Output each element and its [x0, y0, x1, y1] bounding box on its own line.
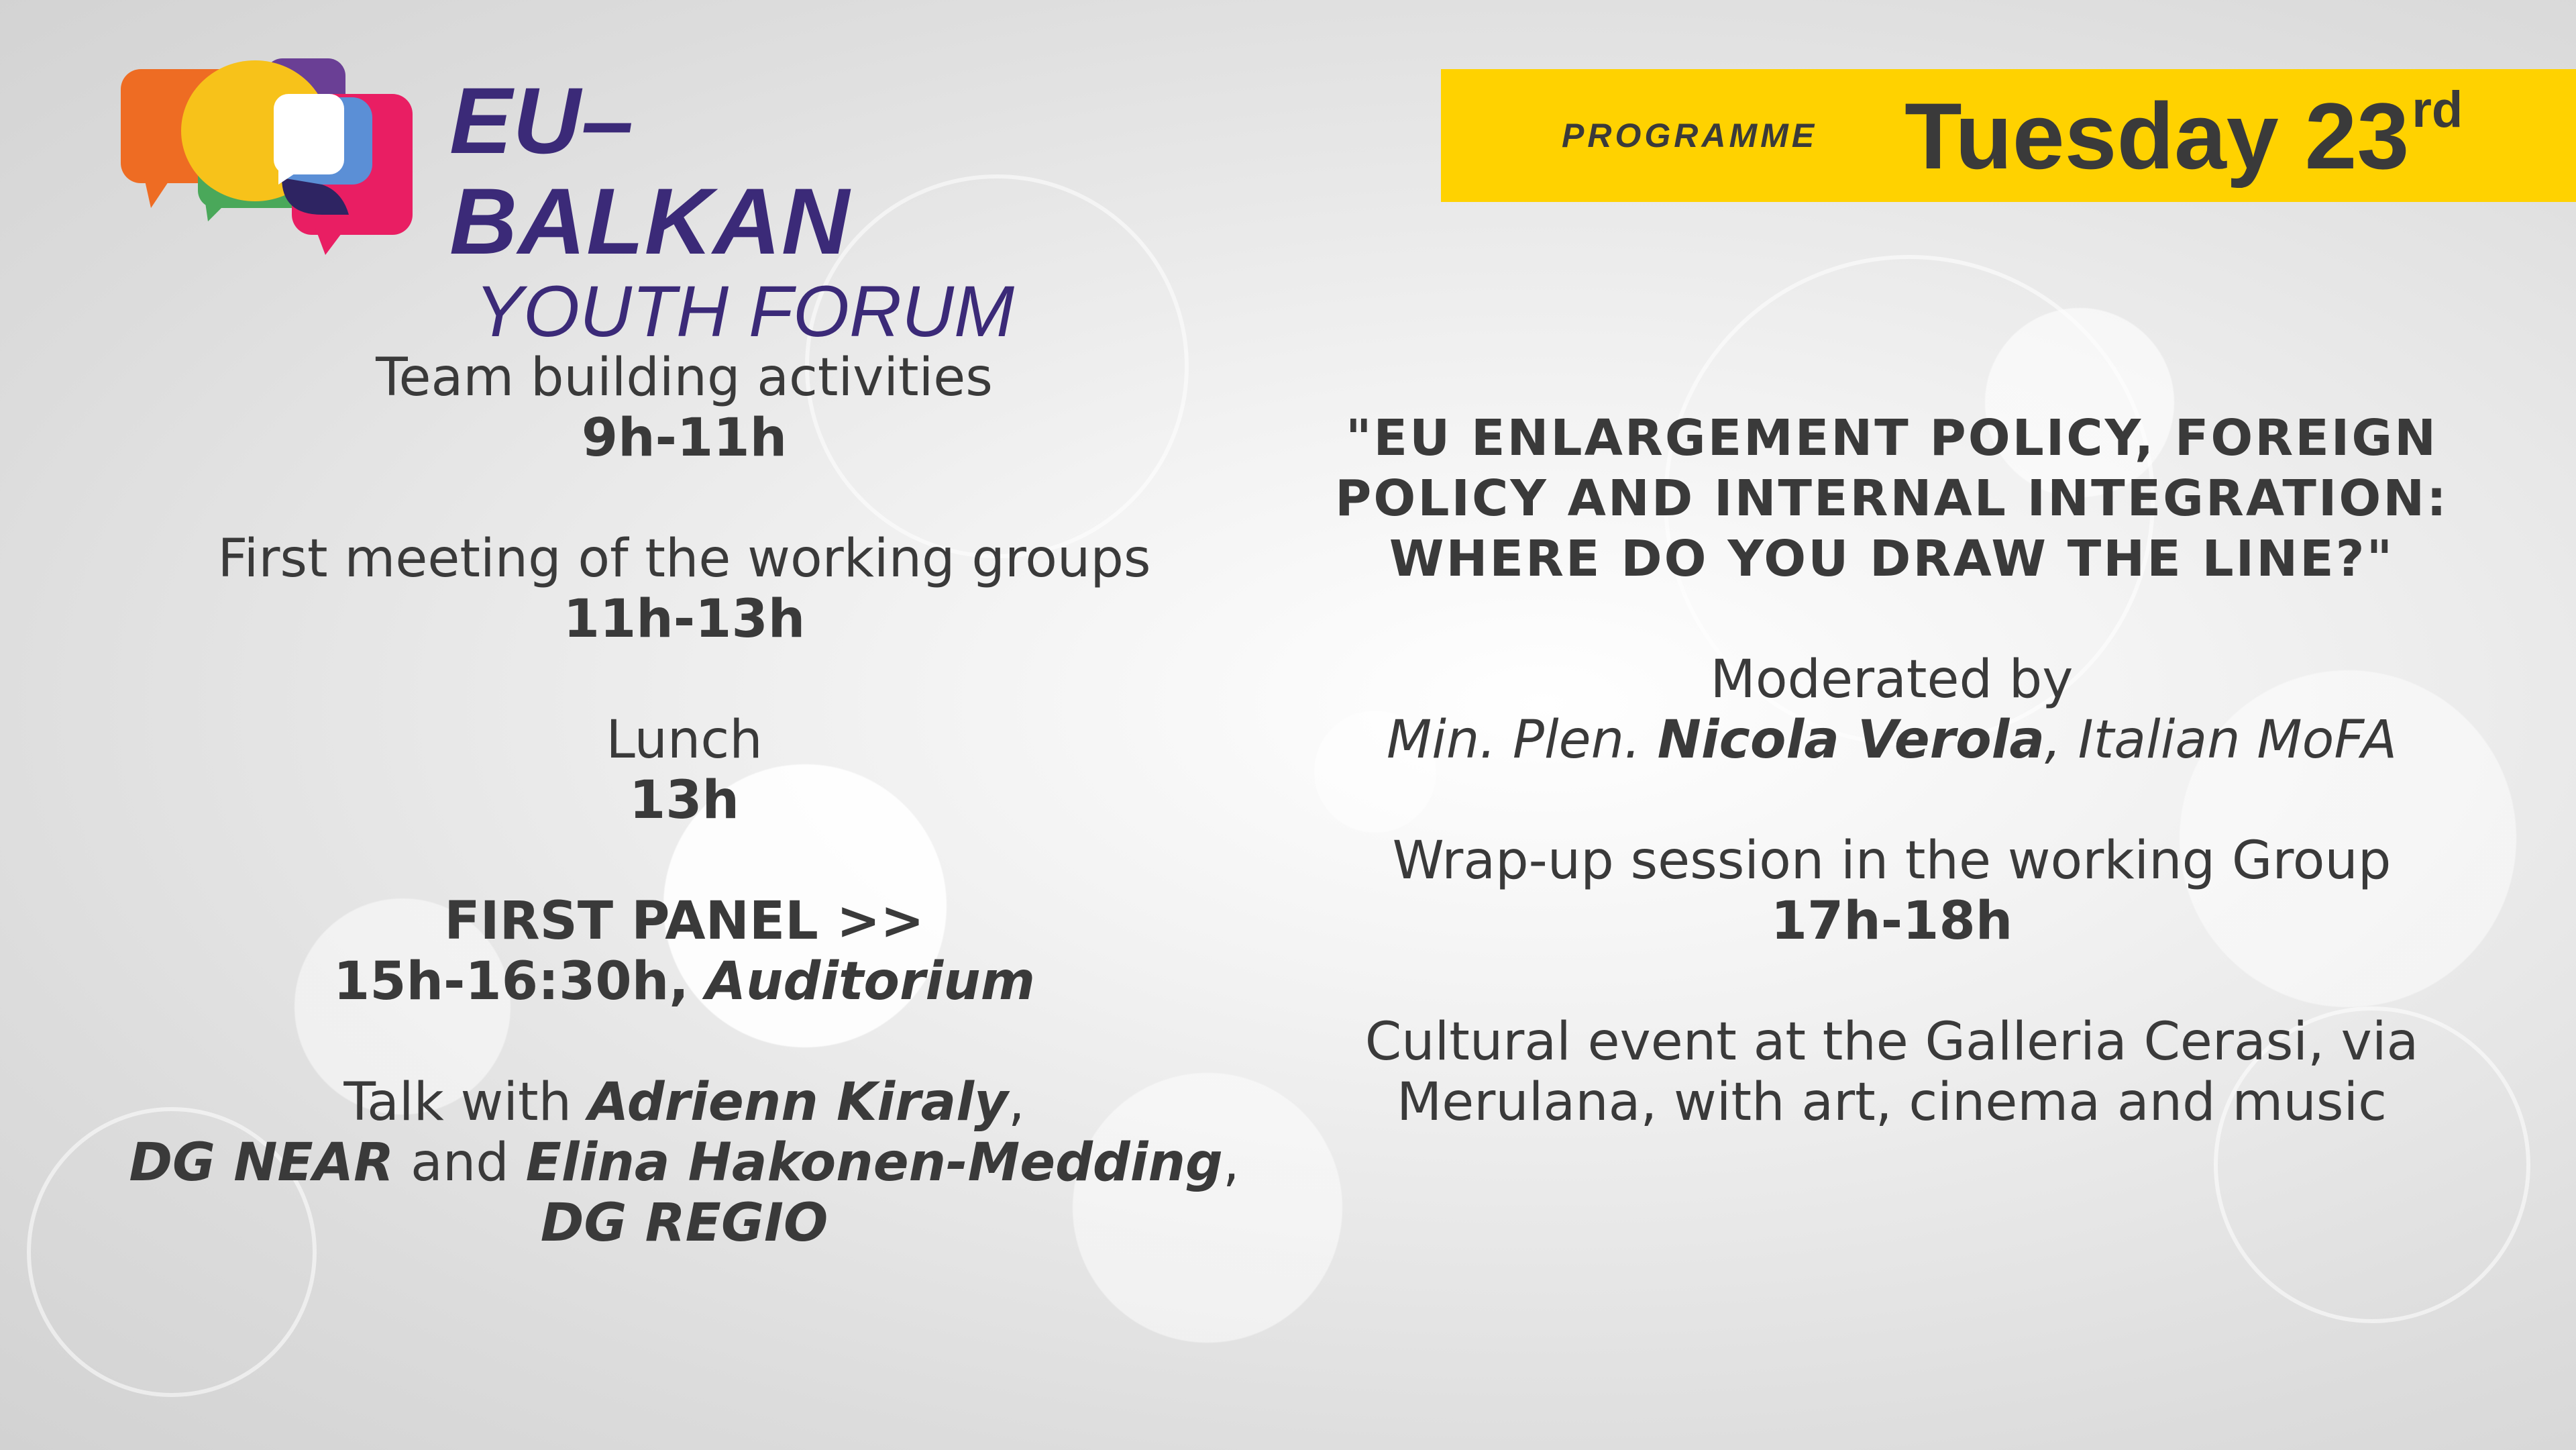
schedule-item-wrap-up	[1275, 831, 2509, 951]
item-title: Wrap-up session in the working Group	[1392, 831, 2392, 891]
speaker-org: DG REGIO	[540, 1193, 828, 1253]
item-time: 17h-18h	[1770, 891, 2013, 951]
programme-label: PROGRAMME	[1562, 117, 1818, 154]
speech-bubbles-icon	[121, 57, 416, 258]
moderation-info	[1275, 650, 2509, 770]
schedule-left-column	[67, 348, 1301, 1314]
item-location: Auditorium	[705, 951, 1036, 1012]
forum-logo	[121, 57, 1026, 352]
speaker-name: Adrienn Kiraly	[588, 1072, 1008, 1133]
moderator-affiliation: , Italian MoFA	[2045, 710, 2398, 770]
schedule-item-team-building	[67, 348, 1301, 468]
item-title: FIRST PANEL >>	[444, 891, 924, 951]
speaker-org: DG NEAR	[129, 1133, 394, 1193]
moderator-title: Min. Plen.	[1386, 710, 1641, 770]
cultural-line: Merulana, with art, cinema and music	[1396, 1072, 2387, 1133]
item-time: 15h-16:30h,	[333, 951, 689, 1012]
schedule-item-talk	[67, 1072, 1301, 1253]
moderation-label: Moderated by	[1710, 650, 2074, 710]
conjunction: and	[411, 1133, 509, 1193]
item-time: 13h	[629, 770, 740, 831]
talk-line-2	[67, 1133, 1301, 1193]
item-title: Lunch	[606, 710, 763, 770]
schedule-right-column	[1275, 408, 2509, 1193]
separator: ,	[1222, 1133, 1240, 1193]
talk-line-1	[67, 1072, 1301, 1133]
moderator-line	[1275, 710, 2509, 770]
schedule-item-first-meeting	[67, 529, 1301, 650]
logo-text	[449, 70, 1026, 351]
schedule-item-lunch	[67, 710, 1301, 831]
schedule-item-first-panel	[67, 891, 1301, 1012]
panel-title-line: WHERE DO YOU DRAW THE LINE?"	[1389, 530, 2395, 588]
schedule-item-cultural-event	[1275, 1012, 2509, 1133]
item-time-location	[67, 951, 1301, 1012]
logo-title: EU–BALKAN	[449, 68, 851, 274]
item-title: First meeting of the working groups	[217, 529, 1151, 589]
item-time: 11h-13h	[563, 589, 806, 650]
panel-title-line: POLICY AND INTERNAL INTEGRATION:	[1335, 470, 2449, 527]
date-banner	[1441, 69, 2576, 202]
panel-title	[1275, 408, 2509, 589]
item-title: Team building activities	[376, 348, 993, 408]
day-suffix: rd	[2412, 81, 2463, 138]
item-time: 9h-11h	[581, 408, 788, 468]
day-title	[1904, 81, 2463, 191]
talk-prefix: Talk with	[343, 1072, 572, 1133]
day-text: Tuesday 23	[1904, 83, 2410, 189]
cultural-line: Cultural event at the Galleria Cerasi, via	[1364, 1012, 2419, 1072]
separator: ,	[1008, 1072, 1025, 1133]
logo-subtitle: YOUTH FORUM	[475, 270, 1014, 352]
speaker-name: Elina Hakonen-Medding	[525, 1133, 1223, 1193]
panel-title-line: "EU ENLARGEMENT POLICY, FOREIGN	[1345, 409, 2438, 467]
moderator-name: Nicola Verola	[1657, 710, 2045, 770]
